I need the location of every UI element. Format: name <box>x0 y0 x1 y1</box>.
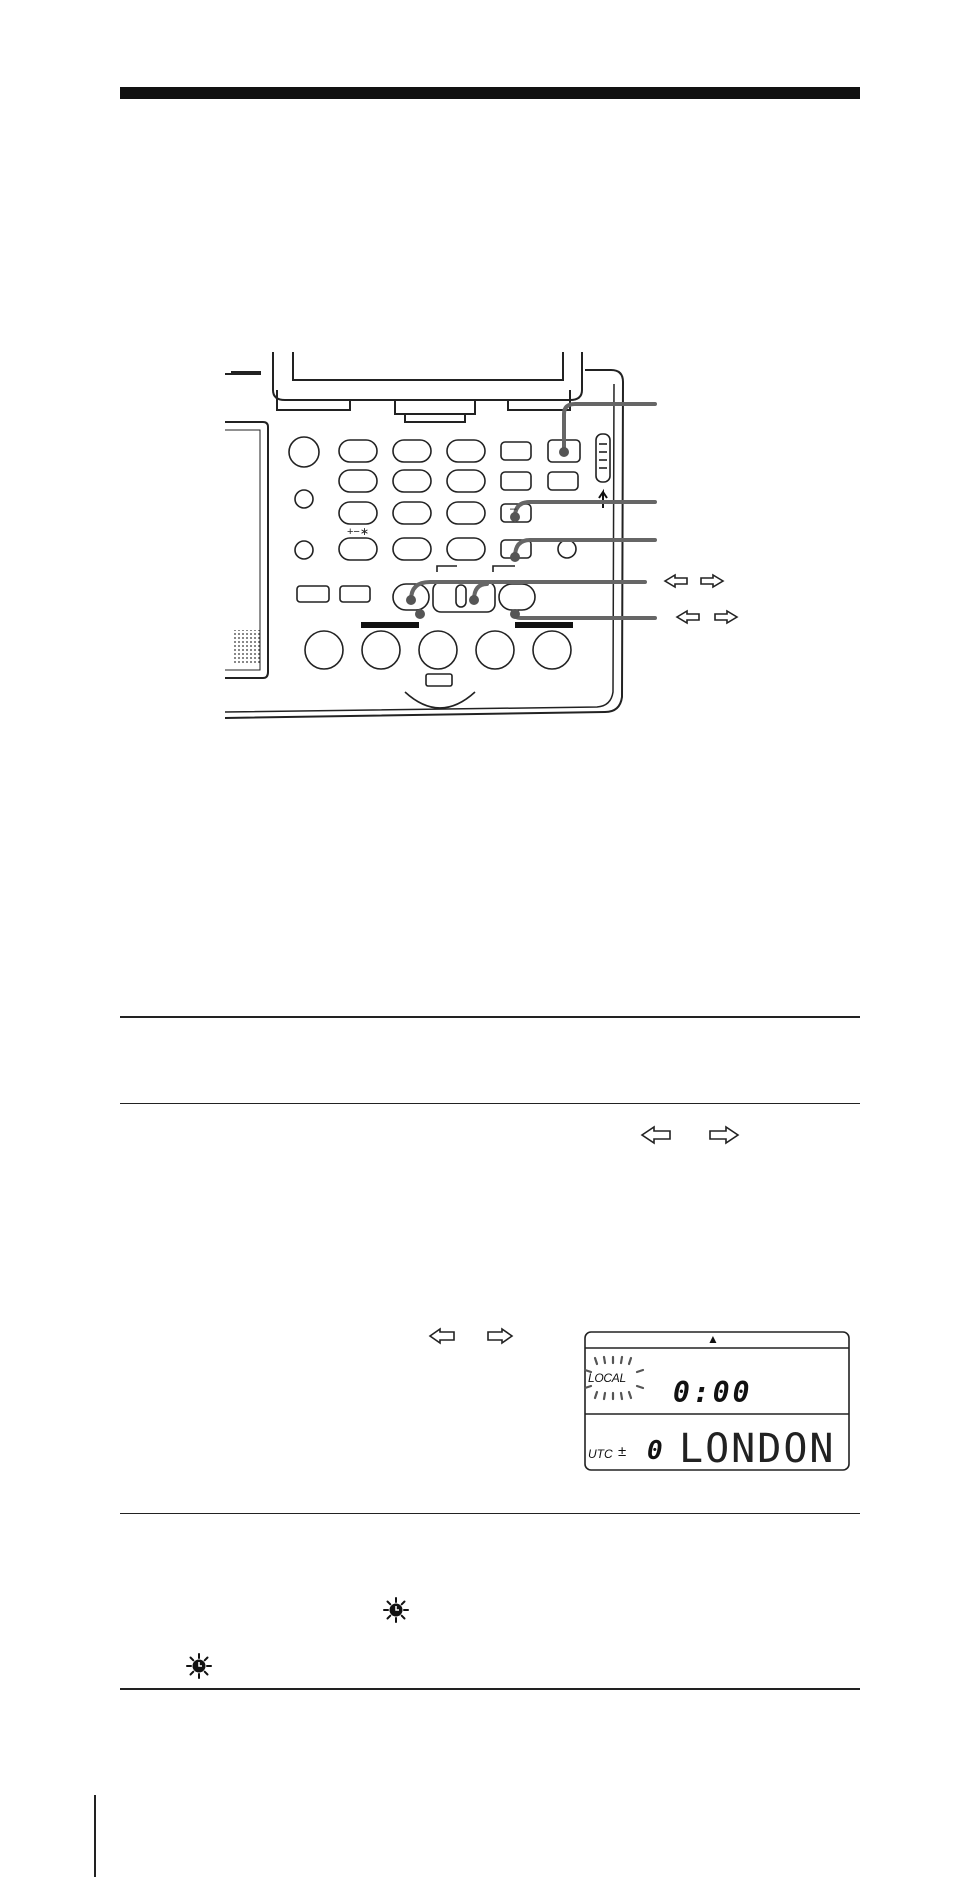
lcd-indicator: ▲ <box>707 1332 719 1346</box>
arrow-pair <box>640 1123 740 1147</box>
right-arrow-icon <box>715 611 737 623</box>
lcd-display <box>583 1330 851 1472</box>
left-arrow-icon <box>665 575 687 587</box>
section-rule <box>120 1688 860 1690</box>
section-rule <box>120 1103 860 1104</box>
device-illustration <box>225 352 765 722</box>
key-symbols-label: +−∗ <box>347 526 370 538</box>
header-rule <box>120 87 860 99</box>
lcd-utc-offset: 0 <box>647 1436 663 1466</box>
daylight-saving-icon <box>186 1653 212 1679</box>
lcd-local-label: LOCAL <box>588 1371 626 1385</box>
left-arrow-icon <box>430 1329 454 1343</box>
left-arrow-icon <box>677 611 699 623</box>
arrow-pair <box>428 1325 514 1347</box>
lcd-time: 0:00 <box>673 1376 753 1409</box>
right-arrow-icon <box>710 1127 738 1143</box>
right-arrow-icon <box>488 1329 512 1343</box>
page-gutter-line <box>94 1795 96 1877</box>
key-minus-label: – <box>510 501 517 515</box>
lcd-utc-sign: ± <box>618 1443 627 1460</box>
lcd-utc-label: UTC <box>588 1447 613 1461</box>
left-arrow-icon <box>642 1127 670 1143</box>
daylight-saving-icon <box>383 1597 409 1623</box>
right-arrow-icon <box>701 575 723 587</box>
lcd-city: LONDON <box>679 1426 836 1472</box>
section-rule <box>120 1513 860 1514</box>
section-rule <box>120 1016 860 1018</box>
